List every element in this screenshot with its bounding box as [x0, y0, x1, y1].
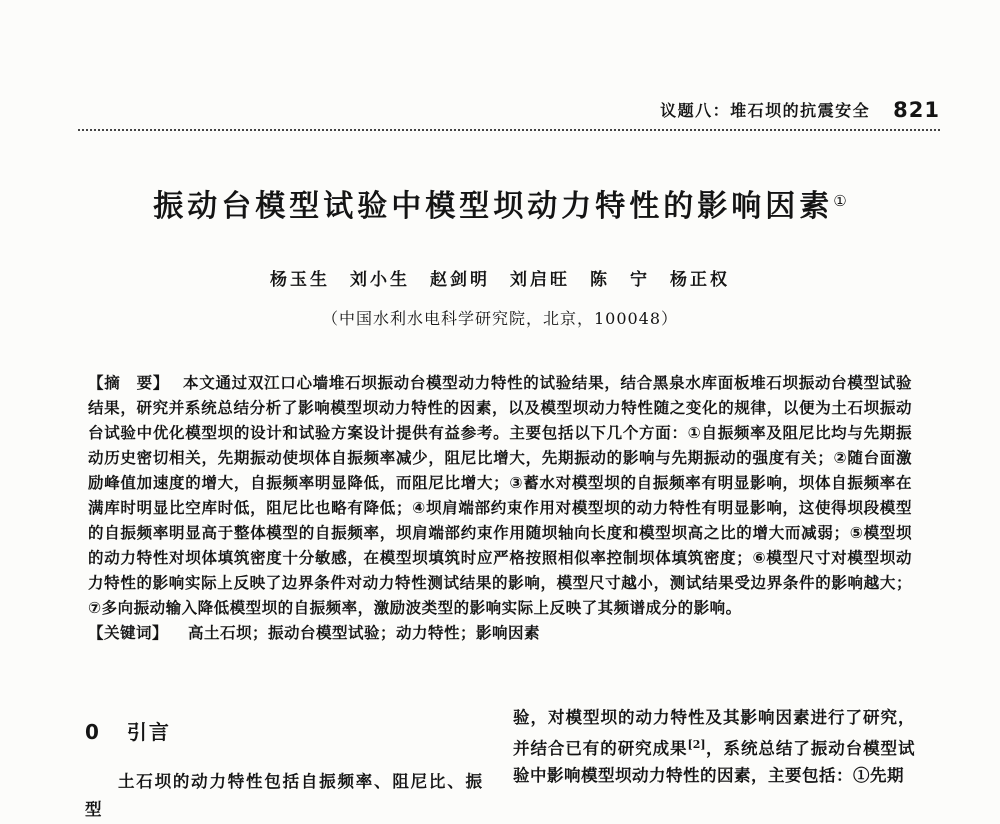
- section-heading: [85, 720, 483, 744]
- paper-title: [0, 183, 1000, 225]
- authors-line: 杨玉生 刘小生 赵剑明 刘启旺 陈 宁 杨正权: [270, 270, 730, 290]
- intro-paragraph: 土石坝的动力特性包括自振频率、阻尼比、振型: [85, 772, 483, 819]
- section-number: 0: [85, 720, 101, 744]
- right-column: [513, 704, 915, 824]
- body-text-after-citation: ，系统总结了振动台模型试验中影响模型坝动力特性的因素，主要包括：①先期: [513, 739, 916, 785]
- paper-title-text: 振动台模型试验中模型坝动力特性的影响因素: [153, 189, 834, 224]
- title-footnote-mark: ①: [833, 192, 847, 210]
- page-number: 821: [893, 98, 940, 122]
- body-paragraph: [513, 704, 915, 789]
- body-text-before-citation: 验，对模型坝的动力特性及其影响因素进行了研究，并结合已有的研究成果: [513, 708, 915, 758]
- keywords: [88, 621, 912, 646]
- abstract: [88, 371, 912, 621]
- keywords-text: 高土石坝；振动台模型试验；动力特性；影响因素: [188, 624, 541, 642]
- session-title: 议题八：堆石坝的抗震安全: [660, 101, 871, 120]
- abstract-text: 本文通过双江口心墙堆石坝振动台模型动力特性的试验结果，结合黑泉水库面板堆石坝振动台模型试验结果，研究并系统总结分析了影响模型坝动力特性的因素，以及模型坝动力特性随之变化的规律，以便为土石坝振动台试验中优化模型坝的设计和试验方案设计提供有益参考。主要包括以下几个方面：①自振频率及阻尼比均与先期振动历史密切相关，先期振动使坝体自振频率减少，阻尼比增大，先期振动的影响与先期振动的强度有关；②随台面激励峰值加速度的增大，自振频率明显降低，而阻尼比增大；③蓄水对模型坝的自振频率有明显影响，坝体自振频率在满库时明显比空库时低，阻尼比也略有降低；④坝肩端部约束作用对模型坝的动力特性有明显影响，这使得坝段模型的自振频率明显高于整体模型的自振频率，坝肩端部约束作用随坝轴向长度和模型坝高之比的增大而减弱；⑤模型坝的动力特性对坝体填筑密度十分敏感，在模型坝填筑时应严格按照相似率控制坝体填筑密度；⑥模型尺寸对模型坝动力特性的影响实际上反映了边界条件对动力特性测试结果的影响，模型尺寸越小，测试结果受边界条件的影响越大；⑦多向振动输入降低模型坝的自振频率，激励波类型的影响实际上反映了其频谱成分的影响。: [88, 374, 912, 617]
- citation-superscript: [2]: [687, 738, 706, 751]
- body-columns: [85, 704, 915, 824]
- keywords-label: 【关键词】: [88, 624, 169, 642]
- left-column: [85, 704, 483, 824]
- section-title: 引言: [126, 720, 171, 744]
- affiliation: （中国水利水电科学研究院，北京，100048）: [321, 309, 679, 328]
- abstract-label: 【摘 要】: [88, 374, 170, 392]
- running-header: [78, 100, 940, 131]
